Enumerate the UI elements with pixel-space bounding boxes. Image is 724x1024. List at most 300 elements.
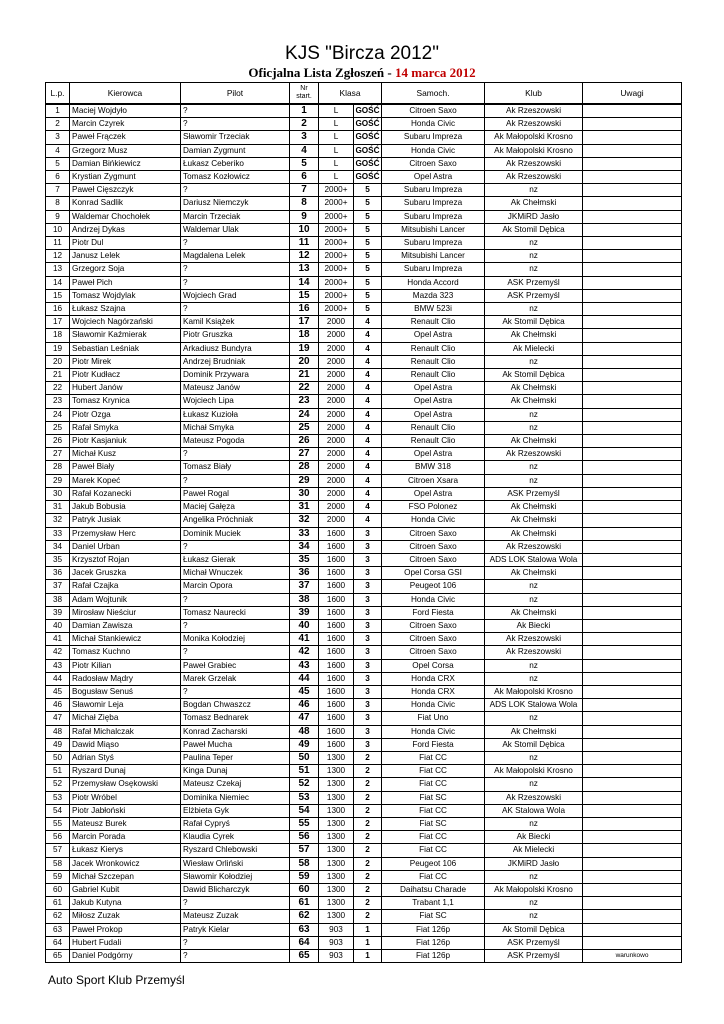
table-row (46, 104, 682, 118)
cell-driver: Rafał Czajka (70, 580, 181, 593)
cell-driver: Przemysław Osękowski (70, 778, 181, 791)
cell-start-number: 28 (290, 461, 319, 474)
cell-lp: 30 (46, 487, 70, 500)
cell-notes (583, 316, 682, 329)
cell-group: 3 (354, 580, 382, 593)
cell-lp: 56 (46, 831, 70, 844)
cell-club: nz (485, 870, 583, 883)
cell-pilot: Bogdan Chwaszcz (181, 699, 290, 712)
cell-group: 2 (354, 844, 382, 857)
table-row (46, 395, 682, 408)
cell-driver: Bogusław Senuś (70, 685, 181, 698)
cell-lp: 14 (46, 276, 70, 289)
cell-driver: Wojciech Nagórzański (70, 316, 181, 329)
table-row (46, 897, 682, 910)
cell-start-number: 33 (290, 527, 319, 540)
cell-lp: 8 (46, 197, 70, 210)
table-row (46, 950, 682, 963)
cell-notes (583, 619, 682, 632)
cell-pilot: Elżbieta Gyk (181, 804, 290, 817)
cell-class: 2000 (319, 395, 354, 408)
cell-lp: 54 (46, 804, 70, 817)
col-nr-line2: start. (296, 93, 312, 100)
table-row (46, 699, 682, 712)
cell-driver: Konrad Sadlik (70, 197, 181, 210)
cell-group: 4 (354, 382, 382, 395)
cell-lp: 3 (46, 131, 70, 144)
cell-club: Ak Chełmski (485, 382, 583, 395)
cell-start-number: 19 (290, 342, 319, 355)
cell-pilot: Mateusz Czekaj (181, 778, 290, 791)
cell-group: 2 (354, 817, 382, 830)
cell-car: Opel Astra (382, 171, 485, 184)
cell-class: L (319, 118, 354, 131)
table-row (46, 197, 682, 210)
cell-group: 5 (354, 184, 382, 197)
cell-club: AK Stalowa Wola (485, 804, 583, 817)
cell-class: 1300 (319, 804, 354, 817)
cell-car: Mazda 323 (382, 289, 485, 302)
cell-car: Honda CRX (382, 672, 485, 685)
cell-class: 1300 (319, 857, 354, 870)
cell-notes (583, 514, 682, 527)
cell-car: Honda Civic (382, 593, 485, 606)
cell-driver: Piotr Wróbel (70, 791, 181, 804)
cell-class: 1600 (319, 646, 354, 659)
cell-notes (583, 382, 682, 395)
cell-club: ASK Przemyśl (485, 487, 583, 500)
cell-pilot: Paweł Mucha (181, 738, 290, 751)
cell-lp: 62 (46, 910, 70, 923)
cell-driver: Rafał Michalczak (70, 725, 181, 738)
table-row (46, 751, 682, 764)
cell-driver: Piotr Kudłacz (70, 369, 181, 382)
cell-class: 1600 (319, 633, 354, 646)
table-row (46, 289, 682, 302)
cell-start-number: 48 (290, 725, 319, 738)
cell-driver: Krzysztof Rojan (70, 553, 181, 566)
table-row (46, 817, 682, 830)
cell-notes (583, 870, 682, 883)
entry-list-table (45, 82, 682, 963)
cell-lp: 26 (46, 435, 70, 448)
cell-driver: Jacek Wronkowicz (70, 857, 181, 870)
cell-notes (583, 725, 682, 738)
cell-start-number: 10 (290, 223, 319, 236)
cell-notes (583, 118, 682, 131)
cell-class: 2000 (319, 435, 354, 448)
cell-club: ASK Przemyśl (485, 276, 583, 289)
cell-club: Ak Rzeszowski (485, 157, 583, 170)
cell-class: 1300 (319, 910, 354, 923)
table-row (46, 435, 682, 448)
cell-club: Ak Małopolski Krosno (485, 765, 583, 778)
table-row (46, 712, 682, 725)
cell-lp: 24 (46, 408, 70, 421)
cell-pilot: Andrzej Brudniak (181, 355, 290, 368)
cell-driver: Grzegorz Musz (70, 144, 181, 157)
cell-car: Citroen Xsara (382, 474, 485, 487)
cell-notes (583, 897, 682, 910)
cell-pilot: Rafał Cypryś (181, 817, 290, 830)
cell-class: 903 (319, 936, 354, 949)
cell-car: Subaru Impreza (382, 237, 485, 250)
cell-car: Renault Clio (382, 316, 485, 329)
cell-driver: Łukasz Szajna (70, 303, 181, 316)
cell-car: Opel Astra (382, 382, 485, 395)
cell-lp: 48 (46, 725, 70, 738)
cell-start-number: 21 (290, 369, 319, 382)
cell-class: 2000+ (319, 276, 354, 289)
cell-start-number: 44 (290, 672, 319, 685)
cell-class: 1600 (319, 738, 354, 751)
cell-club: Ak Rzeszowski (485, 104, 583, 118)
cell-pilot: Waldemar Ulak (181, 223, 290, 236)
cell-lp: 50 (46, 751, 70, 764)
cell-start-number: 57 (290, 844, 319, 857)
cell-driver: Waldemar Chochołek (70, 210, 181, 223)
cell-start-number: 52 (290, 778, 319, 791)
cell-notes (583, 553, 682, 566)
cell-group: 3 (354, 553, 382, 566)
cell-class: 1600 (319, 712, 354, 725)
cell-club: Ak Biecki (485, 831, 583, 844)
cell-pilot: Paweł Rogal (181, 487, 290, 500)
cell-lp: 4 (46, 144, 70, 157)
cell-driver: Marcin Czyrek (70, 118, 181, 131)
table-row (46, 171, 682, 184)
cell-class: 2000+ (319, 210, 354, 223)
cell-lp: 7 (46, 184, 70, 197)
cell-group: 3 (354, 567, 382, 580)
cell-lp: 21 (46, 369, 70, 382)
cell-group: 3 (354, 619, 382, 632)
cell-pilot: Konrad Zacharski (181, 725, 290, 738)
cell-car: Opel Corsa (382, 659, 485, 672)
col-kierowca: Kierowca (70, 83, 181, 105)
cell-class: 2000 (319, 448, 354, 461)
cell-pilot: ? (181, 276, 290, 289)
cell-lp: 29 (46, 474, 70, 487)
cell-driver: Mirosław Nieściur (70, 606, 181, 619)
cell-class: 2000+ (319, 289, 354, 302)
cell-lp: 33 (46, 527, 70, 540)
cell-lp: 60 (46, 883, 70, 896)
cell-notes (583, 487, 682, 500)
cell-lp: 38 (46, 593, 70, 606)
cell-pilot: ? (181, 646, 290, 659)
cell-class: L (319, 104, 354, 118)
cell-pilot: Tomasz Biały (181, 461, 290, 474)
cell-notes (583, 448, 682, 461)
table-row (46, 408, 682, 421)
cell-club: Ak Chełmski (485, 329, 583, 342)
cell-car: Renault Clio (382, 435, 485, 448)
cell-lp: 1 (46, 104, 70, 118)
cell-driver: Adrian Styś (70, 751, 181, 764)
cell-lp: 12 (46, 250, 70, 263)
cell-group: 2 (354, 791, 382, 804)
table-row (46, 487, 682, 500)
cell-start-number: 55 (290, 817, 319, 830)
cell-class: 2000 (319, 461, 354, 474)
cell-lp: 35 (46, 553, 70, 566)
cell-club: Ak Stomil Dębica (485, 738, 583, 751)
cell-car: Honda Civic (382, 725, 485, 738)
cell-car: Opel Astra (382, 487, 485, 500)
table-row (46, 619, 682, 632)
cell-start-number: 34 (290, 540, 319, 553)
cell-lp: 37 (46, 580, 70, 593)
cell-car: Honda Civic (382, 699, 485, 712)
cell-notes (583, 435, 682, 448)
cell-start-number: 61 (290, 897, 319, 910)
cell-group: 2 (354, 897, 382, 910)
cell-group: 3 (354, 659, 382, 672)
cell-car: Citroen Saxo (382, 104, 485, 118)
cell-driver: Piotr Dul (70, 237, 181, 250)
cell-pilot: Mateusz Zuzak (181, 910, 290, 923)
cell-lp: 13 (46, 263, 70, 276)
cell-start-number: 6 (290, 171, 319, 184)
cell-group: 5 (354, 237, 382, 250)
table-row (46, 725, 682, 738)
cell-lp: 43 (46, 659, 70, 672)
cell-lp: 52 (46, 778, 70, 791)
cell-club: Ak Chełmski (485, 395, 583, 408)
cell-notes (583, 685, 682, 698)
cell-group: GOŚĆ (354, 171, 382, 184)
cell-class: 2000+ (319, 184, 354, 197)
cell-notes (583, 567, 682, 580)
cell-class: 2000 (319, 514, 354, 527)
cell-pilot: Dominik Przywara (181, 369, 290, 382)
cell-notes (583, 936, 682, 949)
cell-start-number: 8 (290, 197, 319, 210)
cell-class: 2000+ (319, 223, 354, 236)
cell-driver: Marcin Porada (70, 831, 181, 844)
subtitle-date: 14 marca 2012 (394, 65, 476, 80)
cell-start-number: 29 (290, 474, 319, 487)
cell-notes (583, 210, 682, 223)
cell-car: Opel Astra (382, 329, 485, 342)
cell-group: 4 (354, 369, 382, 382)
cell-pilot: Maciej Gałęza (181, 501, 290, 514)
subtitle-main: Oficjalna Lista Zgłoszeń - (248, 65, 395, 80)
cell-pilot: Marek Grzelak (181, 672, 290, 685)
cell-pilot: ? (181, 619, 290, 632)
cell-lp: 25 (46, 421, 70, 434)
col-nr-line1: Nr (300, 85, 308, 92)
table-row (46, 553, 682, 566)
cell-lp: 31 (46, 501, 70, 514)
cell-notes (583, 250, 682, 263)
cell-driver: Rafał Smyka (70, 421, 181, 434)
cell-club: Ak Chełmski (485, 197, 583, 210)
cell-car: Citroen Saxo (382, 619, 485, 632)
cell-class: 1300 (319, 765, 354, 778)
cell-start-number: 11 (290, 237, 319, 250)
cell-pilot: ? (181, 104, 290, 118)
cell-lp: 39 (46, 606, 70, 619)
cell-pilot: Mateusz Pogoda (181, 435, 290, 448)
cell-pilot: Piotr Gruszka (181, 329, 290, 342)
cell-group: 4 (354, 329, 382, 342)
cell-start-number: 64 (290, 936, 319, 949)
cell-group: 4 (354, 487, 382, 500)
cell-class: 1600 (319, 672, 354, 685)
cell-pilot: Tomasz Kozłowicz (181, 171, 290, 184)
cell-car: Fiat 126p (382, 936, 485, 949)
cell-group: 1 (354, 936, 382, 949)
cell-pilot: Klaudia Cyrek (181, 831, 290, 844)
cell-notes (583, 580, 682, 593)
cell-lp: 51 (46, 765, 70, 778)
cell-start-number: 24 (290, 408, 319, 421)
cell-car: Citroen Saxo (382, 646, 485, 659)
cell-group: 1 (354, 923, 382, 936)
cell-car: Trabant 1,1 (382, 897, 485, 910)
cell-driver: Jakub Bobusia (70, 501, 181, 514)
cell-group: 2 (354, 765, 382, 778)
cell-lp: 40 (46, 619, 70, 632)
table-row (46, 646, 682, 659)
cell-driver: Mateusz Burek (70, 817, 181, 830)
col-klub: Klub (485, 83, 583, 105)
table-row (46, 514, 682, 527)
cell-club: Ak Chełmski (485, 514, 583, 527)
cell-pilot: Paulina Teper (181, 751, 290, 764)
cell-class: 2000 (319, 408, 354, 421)
cell-pilot: Michał Smyka (181, 421, 290, 434)
cell-start-number: 9 (290, 210, 319, 223)
cell-pilot: Arkadiusz Bundyra (181, 342, 290, 355)
cell-pilot: Dominika Niemiec (181, 791, 290, 804)
cell-group: 3 (354, 540, 382, 553)
cell-group: 4 (354, 501, 382, 514)
cell-lp: 36 (46, 567, 70, 580)
cell-car: Honda CRX (382, 685, 485, 698)
cell-group: 3 (354, 725, 382, 738)
cell-club: Ak Małopolski Krosno (485, 685, 583, 698)
cell-notes (583, 751, 682, 764)
cell-class: L (319, 131, 354, 144)
cell-car: Citroen Saxo (382, 157, 485, 170)
cell-driver: Jacek Gruszka (70, 567, 181, 580)
table-row (46, 131, 682, 144)
cell-class: 1300 (319, 778, 354, 791)
cell-start-number: 22 (290, 382, 319, 395)
cell-start-number: 40 (290, 619, 319, 632)
table-row (46, 448, 682, 461)
cell-lp: 27 (46, 448, 70, 461)
cell-pilot: Łukasz Ceberiko (181, 157, 290, 170)
table-row (46, 910, 682, 923)
cell-group: 5 (354, 197, 382, 210)
cell-club: Ak Mielecki (485, 844, 583, 857)
cell-club: ADS LOK Stalowa Wola (485, 553, 583, 566)
cell-driver: Tomasz Kuchno (70, 646, 181, 659)
cell-lp: 10 (46, 223, 70, 236)
cell-class: 903 (319, 950, 354, 963)
cell-group: 5 (354, 263, 382, 276)
cell-pilot: Dawid Blicharczyk (181, 883, 290, 896)
cell-class: 2000 (319, 501, 354, 514)
cell-group: 5 (354, 223, 382, 236)
cell-group: 2 (354, 883, 382, 896)
table-row (46, 382, 682, 395)
cell-notes (583, 276, 682, 289)
cell-lp: 45 (46, 685, 70, 698)
cell-start-number: 7 (290, 184, 319, 197)
cell-start-number: 45 (290, 685, 319, 698)
cell-driver: Miłosz Zuzak (70, 910, 181, 923)
cell-pilot: Damian Zygmunt (181, 144, 290, 157)
cell-notes (583, 131, 682, 144)
table-row (46, 276, 682, 289)
cell-class: 2000 (319, 382, 354, 395)
table-row (46, 685, 682, 698)
cell-group: GOŚĆ (354, 157, 382, 170)
cell-group: 4 (354, 448, 382, 461)
cell-group: 3 (354, 633, 382, 646)
cell-notes (583, 646, 682, 659)
cell-class: 2000 (319, 487, 354, 500)
cell-driver: Daniel Urban (70, 540, 181, 553)
cell-start-number: 41 (290, 633, 319, 646)
cell-start-number: 12 (290, 250, 319, 263)
cell-notes (583, 171, 682, 184)
cell-start-number: 35 (290, 553, 319, 566)
cell-start-number: 46 (290, 699, 319, 712)
cell-notes (583, 817, 682, 830)
cell-driver: Michał Zięba (70, 712, 181, 725)
cell-notes (583, 263, 682, 276)
cell-group: 4 (354, 435, 382, 448)
cell-lp: 23 (46, 395, 70, 408)
cell-club: Ak Rzeszowski (485, 540, 583, 553)
cell-car: Peugeot 106 (382, 857, 485, 870)
table-row (46, 342, 682, 355)
table-row (46, 527, 682, 540)
cell-pilot: ? (181, 897, 290, 910)
cell-notes (583, 197, 682, 210)
cell-car: Fiat Uno (382, 712, 485, 725)
cell-class: 1600 (319, 567, 354, 580)
cell-pilot: ? (181, 593, 290, 606)
cell-lp: 42 (46, 646, 70, 659)
cell-group: GOŚĆ (354, 144, 382, 157)
cell-notes (583, 672, 682, 685)
cell-lp: 55 (46, 817, 70, 830)
cell-class: 1600 (319, 659, 354, 672)
cell-car: Subaru Impreza (382, 197, 485, 210)
cell-group: 2 (354, 778, 382, 791)
cell-pilot: ? (181, 950, 290, 963)
cell-start-number: 27 (290, 448, 319, 461)
table-row (46, 672, 682, 685)
cell-car: Opel Corsa GSI (382, 567, 485, 580)
cell-car: Fiat SC (382, 817, 485, 830)
cell-lp: 41 (46, 633, 70, 646)
cell-notes (583, 421, 682, 434)
cell-lp: 64 (46, 936, 70, 949)
cell-class: L (319, 144, 354, 157)
table-row (46, 870, 682, 883)
cell-notes (583, 355, 682, 368)
cell-pilot: Tomasz Bednarek (181, 712, 290, 725)
table-row (46, 831, 682, 844)
